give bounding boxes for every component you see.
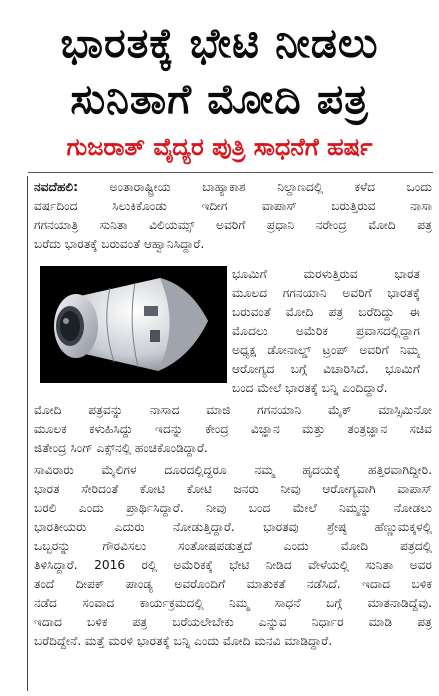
article-line-text: ಅಂತಾರಾಷ್ಟ್ರೀಯ ಬಾಹ್ಯಾಕಾಶ ನಿಲ್ದಾಣದಲ್ಲಿ ಕಳೆದ ಒಂದು	[109, 180, 432, 194]
article-line: ಅಧ್ಯಕ್ಷ ಡೋನಾಲ್ಡ್ ಟ್ರಂಪ್ ಅವರಿಗೆ ನಿಮ್ಮ	[232, 343, 420, 357]
article-line: ಮೊದಲು ಅಮೆರಿಕ ಪ್ರವಾಸದಲ್ಲಿದ್ದಾಗ	[232, 324, 420, 338]
article-line	[34, 178, 432, 197]
subheadline: ಗುಜರಾತ್ ವೈದ್ಯರ ಪುತ್ರಿ ಸಾಧನೆಗೆ ಹರ್ಷ	[66, 133, 373, 161]
article-line: ಭೂಮಿಗೆ ಮರಳುತ್ತಿರುವ ಭಾರತ	[232, 267, 420, 281]
article-line: ಮೂಲದ ಗಗನಯಾನಿ ಅವರಿಗೆ ಭಾರತಕ್ಕೆ	[232, 286, 420, 300]
article-line: ಭಾರತ ಸೇರಿದಂತೆ ಕೋಟಿ ಕೋಟಿ ಜನರು ನೀವು ಆರೋಗ್ಯವಾಗಿ ವಾಪಾಸ್	[34, 482, 432, 496]
article-line: ಆರೋಗ್ಯದ ಬಗ್ಗೆ ವಿಚಾರಿಸಿದೆ. ಭೂಮಿಗೆ	[232, 362, 420, 376]
article-line: ಸಾವಿರಾರು ಮೈಲಿಗಳ ದೂರದಲ್ಲಿದ್ದರೂ ನಮ್ಮ ಹೃದಯಕ್ಕೆ ಹತ್ತಿರವಾಗಿದ್ದೀರಿ.	[34, 463, 432, 477]
space-capsule-photo	[40, 266, 227, 383]
article-line: ಬರುವಂತೆ ಮೋದಿ ಪತ್ರ ಬರೆದಿದ್ದು ಈ	[232, 305, 420, 319]
article-line: ಬರೆದು ಭಾರತಕ್ಕೆ ಬರುವಂತೆ ಆಹ್ವಾನಿಸಿದ್ದಾರೆ.	[34, 237, 205, 251]
column-rule	[27, 176, 28, 691]
article-line: ಬರೆದಿದ್ದೇನೆ. ಮತ್ತೆ ಮರಳಿ ಭಾರತಕ್ಕೆ ಬನ್ನಿ ಎಂದು ಮೋದಿ ಮನವಿ ಮಾಡಿದ್ದಾರೆ.	[34, 634, 333, 648]
article-line: ಗಗನಯಾತ್ರಿ ಸುನಿತಾ ವಿಲಿಯಮ್ಸ್ ಅವರಿಗೆ ಪ್ರಧಾನಿ ನರೇಂದ್ರ ಮೋದಿ ಪತ್ರ	[34, 218, 432, 232]
article-line: ಮೂಲಕ ಕಳುಹಿಸಿದ್ದು ಇದನ್ನು ಕೇಂದ್ರ ವಿಜ್ಞಾನ ಮತ್ತು ತಂತ್ರಜ್ಞಾನ ಸಚಿವ	[34, 422, 432, 436]
article-line: ವರ್ಷದಿಂದ ಸಿಲುಕಿಕೊಂಡು ಇದೀಗ ವಾಪಾಸ್ ಬರುತ್ತಿರುವ ನಾಸಾ	[34, 199, 432, 213]
dateline: ನವದೆಹಲಿ:	[34, 180, 79, 194]
headline-line-1: ಭಾರತಕ್ಕೆ ಭೇಟಿ ನೀಡಲು	[60, 19, 379, 67]
article-line: ಮೋದಿ ಪತ್ರವನ್ನು ನಾಸಾದ ಮಾಜಿ ಗಗನಯಾನಿ ಮೈಕ್ ಮಾಸ್ಸಿಮಿನೋ	[34, 403, 432, 417]
article-line: ಇದಾದ ಬಳಿಕ ಪತ್ರ ಬರೆಯಲೇಬೇಕು ಎನ್ನುವ ನಿರ್ಧಾರ ಮಾಡಿ ಪತ್ರ	[34, 615, 432, 629]
capsule-illustration	[40, 266, 227, 383]
article-line: ತಂದೆ ದೀಪಕ್ ಪಾಂಡ್ಯ ಅವರೊಂದಿಗೆ ಮಾತುಕತೆ ನಡೆಸಿದೆ. ಇದಾದ ಬಳಿಕ	[34, 577, 432, 591]
article-line: ಭಾರತೀಯರು ಎದುರು ನೋಡುತ್ತಿದ್ದಾರೆ. ಭಾರತವು ಶ್ರೇಷ್ಠ ಹೆಣ್ಣುಮಕ್ಕಳಲ್ಲಿ	[34, 520, 432, 534]
article-line: ಬಂದ ಮೇಲೆ ಭಾರತಕ್ಕೆ ಬನ್ನಿ ಎಂದಿದ್ದಾರೆ.	[232, 381, 388, 395]
article-line: ತಿಳಿಸಿದ್ದಾರೆ. 2016 ರಲ್ಲಿ ಅಮೆರಿಕಕ್ಕೆ ಭೇಟಿ ನೀಡಿದ ವೇಳೆಯಲ್ಲಿ ಸುನಿತಾ ಅವರ	[34, 558, 432, 572]
article-line: ಜಿತೇಂದ್ರ ಸಿಂಗ್ ಎಕ್ಸ್‌ನಲ್ಲಿ ಹಂಚಿಕೊಂಡಿದ್ದಾರೆ.	[34, 441, 208, 455]
article-line: ಒಬ್ಬರನ್ನು ಗೌರವಿಸಲು ಸಂತೋಷಪಡುತ್ತದೆ ಎಂದು ಮೋದಿ ಪತ್ರದಲ್ಲಿ	[34, 539, 432, 553]
article-line: ಬರಲಿ ಎಂದು ಪ್ರಾರ್ಥಿಸಿದ್ದಾರೆ. ನೀವು ಬಂದ ಮೇಲೆ ನಿಮ್ಮನ್ನು ನೋಡಲು	[34, 501, 432, 515]
header-divider	[28, 172, 433, 173]
headline-line-2: ಸುನಿತಾಗೆ ಮೋದಿ ಪತ್ರ	[70, 75, 369, 123]
article-line: ನಡೆದ ಸಂವಾದ ಕಾರ್ಯಕ್ರಮದಲ್ಲಿ ನಿಮ್ಮ ಸಾಧನೆ ಬಗ್ಗೆ ಮಾತನಾಡಿದ್ದೆವು.	[34, 596, 432, 610]
